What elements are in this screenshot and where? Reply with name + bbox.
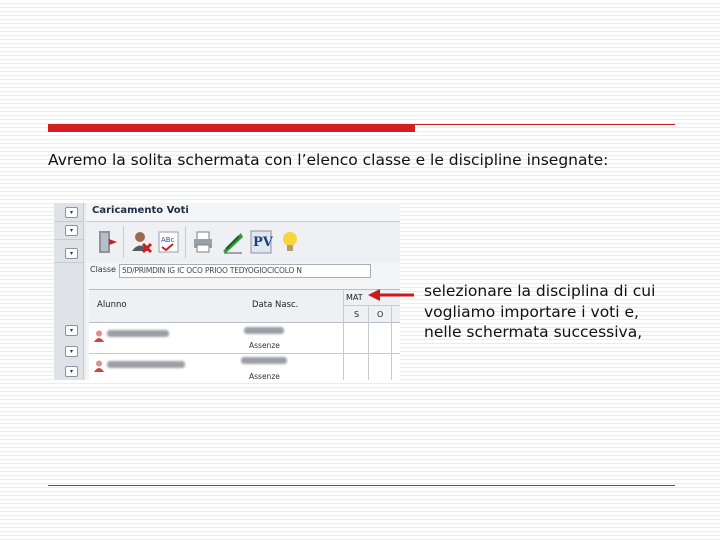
divider [54, 262, 83, 263]
column-header-alunno[interactable]: Alunno [97, 300, 127, 310]
side-note-text: selezionare la disciplina di cui vogliamo importare i voti e, nelle schermata successiva, [424, 282, 656, 341]
divider [54, 221, 83, 222]
divider [343, 290, 344, 380]
student-avatar-icon [94, 357, 104, 369]
title-divider-line [415, 124, 675, 125]
column-header-subject-mat[interactable]: MAT [346, 293, 363, 302]
printer-icon[interactable] [190, 228, 216, 256]
assenze-link[interactable]: Assenze [249, 341, 280, 350]
student-name-redacted [107, 361, 185, 368]
spellcheck-icon[interactable] [156, 228, 182, 256]
collapse-button[interactable]: ▾ [65, 248, 78, 259]
birth-date-redacted [241, 357, 287, 364]
svg-text:PV: PV [253, 235, 273, 250]
delete-user-icon[interactable] [128, 228, 154, 256]
collapse-button[interactable]: ▾ [65, 207, 78, 218]
classe-label: Classe [90, 265, 116, 274]
door-exit-icon[interactable] [94, 228, 120, 256]
collapse-button[interactable]: ▾ [65, 225, 78, 236]
toolbar [86, 221, 400, 265]
column-header-s: S [354, 310, 360, 319]
student-name-redacted [107, 330, 169, 337]
row-divider [89, 353, 400, 354]
left-collapse-column [54, 203, 84, 380]
footer-divider-line [48, 485, 675, 486]
lightbulb-icon[interactable] [277, 228, 303, 256]
collapse-button[interactable]: ▾ [65, 346, 78, 357]
pv-icon[interactable] [248, 228, 274, 256]
divider [391, 305, 392, 380]
column-header-o: O [377, 310, 384, 319]
caricamento-voti-panel [86, 203, 400, 380]
app-screenshot [54, 203, 400, 380]
divider [368, 305, 369, 380]
grid-header [89, 290, 400, 323]
panel-title: Caricamento Voti [92, 205, 189, 216]
toolbar-divider [123, 226, 124, 258]
students-grid [89, 289, 400, 380]
classe-select-field[interactable]: 5D/PRIMDIN IG IC OCO PRIOO TEDYOGIOCICOLO N [119, 264, 371, 278]
assenze-link[interactable]: Assenze [249, 372, 280, 380]
pointer-arrow-icon [366, 288, 416, 302]
intro-text: Avremo la solita schermata con l’elenco classe e le discipline insegnate: [48, 151, 609, 169]
student-avatar-icon [94, 327, 104, 339]
classe-row [86, 263, 400, 279]
chart-icon[interactable] [219, 228, 245, 256]
column-header-data-nasc[interactable]: Data Nasc. [252, 300, 299, 310]
collapse-button[interactable]: ▾ [65, 325, 78, 336]
collapse-button[interactable]: ▾ [65, 366, 78, 377]
divider [54, 239, 83, 240]
birth-date-redacted [244, 327, 284, 334]
svg-text:ABc: ABc [161, 236, 175, 244]
toolbar-divider [185, 226, 186, 258]
title-accent-bar [48, 124, 415, 132]
